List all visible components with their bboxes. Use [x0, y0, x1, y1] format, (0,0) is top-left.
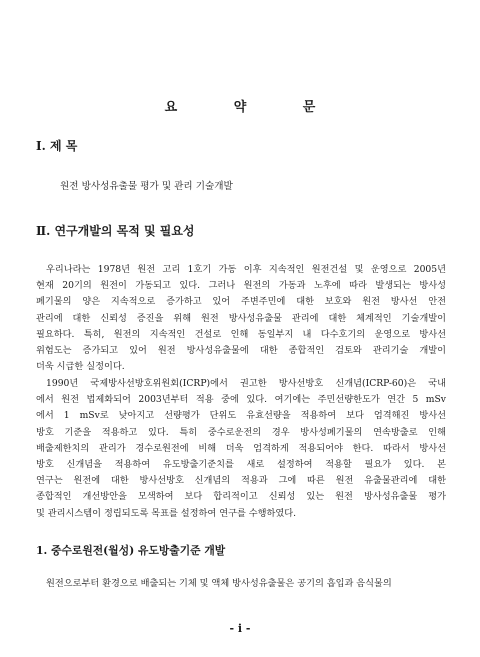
section-heading-purpose: Ⅱ. 연구개발의 목적 및 필요성 [36, 224, 195, 238]
paragraph-line: 및 관리시스템이 정립되도록 목표를 설정하여 연구를 수행하였다. [36, 507, 297, 519]
paragraph-line: 방호 기준을 적용하고 있다. 특히 중수로운전의 경우 방사성폐기물의 연속방출로 인해 [36, 426, 446, 438]
section-heading-title: Ⅰ. 제 목 [36, 139, 78, 153]
paragraph-line: 관리에 대한 신뢰성 증진을 위해 원전 방사성유출물 관리에 대한 체계적인 기술개발이 [36, 312, 446, 324]
paragraph-line: 방호 신개념을 적용하여 유도방출기준치를 새로 설정하여 적용할 필요가 있다. 본 [36, 459, 446, 471]
page-title: 요 약 문 [164, 100, 342, 115]
paragraph-line: 에서 1 mSv로 낮아지고 선량평가 단위도 유효선량을 적용하여 보다 엄격해진 방사선 [36, 410, 446, 422]
paragraph-line: 1990년 국제방사선방호위원회(ICRP)에서 권고한 방사선방호 신개념(ICRP-60)은 국내 [46, 378, 446, 389]
paragraph-line: 현재 20기의 원전이 가동되고 있다. 그러나 원전의 가동과 노후에 따라 발생되는 방사성 [36, 280, 446, 292]
paragraph-line: 폐기물의 양은 지속적으로 증가하고 있어 주변주민에 대한 보호와 원전 방사선 안전 [36, 296, 446, 308]
paragraph-line: 원전으로부터 환경으로 배출되는 기체 및 액체 방사성유출물은 공기의 흡입과 음식물의 [46, 578, 392, 589]
paragraph-icrp [36, 376, 446, 522]
page-number: - i - [229, 622, 251, 635]
paragraph-background [36, 262, 446, 375]
paragraph-effluent [36, 576, 446, 592]
paragraph-line: 위험도는 증가되고 있어 원전 방사성유출물에 대한 종합적인 검토와 관리기술 개발이 [36, 345, 446, 357]
paragraph-line: 종합적인 개선방안을 모색하여 보다 합리적이고 신뢰성 있는 원전 방사성유출물 평가 [36, 491, 446, 503]
project-subject: 원전 방사성유출물 평가 및 관리 기술개발 [60, 181, 233, 192]
paragraph-line: 에서 원전 법제화되어 2003년부터 적용 중에 있다. 여기에는 주민선량한도가 연간 5 mSv [36, 394, 446, 406]
paragraph-line: 연구는 원전에 대한 방사선방호 신개념의 적용과 그에 따른 원전 유출물관리에 대한 [36, 475, 446, 487]
paragraph-line: 더욱 시급한 실정이다. [36, 361, 125, 373]
paragraph-line: 우리나라는 1978년 원전 고리 1호기 가동 이후 지속적인 원전건설 및 운영으로 2005년 [46, 264, 446, 275]
paragraph-line: 필요하다. 특히, 원전의 지속적인 건설로 인해 동일부지 내 다수호기의 운영으로 방사선 [36, 328, 446, 340]
paragraph-line: 배출제한치의 관리가 경수로원전에 비해 더욱 엄격하게 적용되어야 한다. 따라서 방사선 [36, 442, 446, 454]
subsection-heading: 1. 중수로원전(월성) 유도방출기준 개발 [36, 544, 226, 557]
